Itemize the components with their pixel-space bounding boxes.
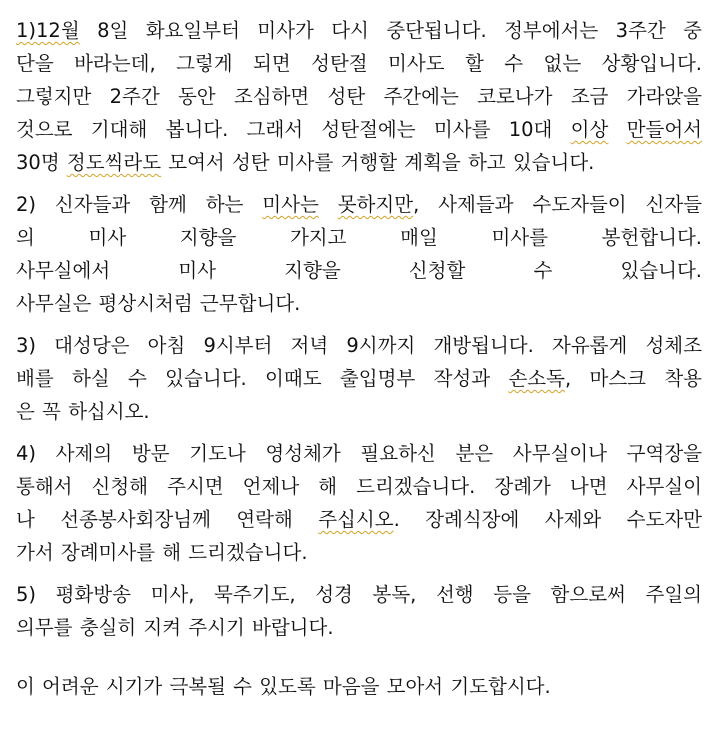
text-run: 3) 대성당은 아침 9시부터 저녁 9시까지 개방됩니다. 자유롭게 성체조: [16, 334, 702, 357]
text-run: , 사제들과 수도자들이 신자들: [413, 193, 703, 216]
text-run: 의 미사 지향을 가지고 매일 미사를 봉헌합니다.: [16, 226, 702, 249]
document-body: [16, 14, 702, 712]
text-run: . 장례식장에 사제와 수도자만: [393, 508, 702, 531]
text-line: [16, 503, 702, 536]
text-line: [16, 221, 702, 254]
text-run: 통해서 신청해 주시면 언제나 해 드리겠습니다. 장례가 나면 사무실이: [16, 475, 702, 498]
text-run: 배를 하실 수 있습니다. 이때도 출입명부 작성과: [16, 367, 509, 390]
text-line: [16, 14, 702, 47]
text-run: 5) 평화방송 미사, 묵주기도, 성경 봉독, 선행 등을 함으로써 주일의: [16, 583, 702, 606]
text-run: 모여서 성탄 미사를 거행할 계획을 하고 있습니다.: [161, 151, 595, 174]
text-line: [16, 188, 702, 221]
spellcheck-flagged-word: 손소독: [508, 367, 565, 390]
paragraph-1: [16, 14, 702, 179]
text-run: 4) 사제의 방문 기도나 영성체가 필요하신 분은 사무실이나 구역장을: [16, 442, 702, 465]
text-line: [16, 329, 702, 362]
paragraph-list: [16, 14, 702, 644]
text-line: [16, 611, 702, 644]
spellcheck-flagged-word: 못하지만: [337, 193, 414, 216]
text-line: [16, 362, 702, 395]
spellcheck-flagged-word: 정도씩라도: [66, 151, 162, 174]
text-line: [16, 470, 702, 503]
text-line: [16, 287, 702, 320]
paragraph-2: [16, 188, 702, 320]
spellcheck-flagged-word: 주십시오: [318, 508, 394, 531]
paragraph-4: [16, 437, 702, 569]
text-run: 것으로 기대해 봅니다. 그래서 성탄절에는 미사를 10대: [16, 118, 571, 141]
text-run: 나 선종봉사회장님께 연락해: [16, 508, 319, 531]
spellcheck-flagged-word: 1)12월: [16, 19, 80, 42]
text-line: [16, 437, 702, 470]
closing-line: 이 어려운 시기가 극복될 수 있도록 마음을 모아서 기도합시다.: [16, 675, 551, 698]
text-run: 2) 신자들과 함께 하는: [16, 193, 263, 216]
text-run: 사무실에서 미사 지향을 신청할 수 있습니다.: [16, 259, 702, 282]
text-line: [16, 80, 702, 113]
spellcheck-flagged-word: 이상: [570, 118, 609, 141]
text-run: 8일 화요일부터 미사가 다시 중단됩니다. 정부에서는 3주간 중: [79, 19, 702, 42]
text-run: [608, 118, 626, 141]
text-run: 단을 바라는데, 그렇게 되면 성탄절 미사도 할 수 없는 상황입니다.: [16, 52, 702, 75]
text-line: [16, 113, 702, 146]
text-run: 그렇지만 2주간 동안 조심하면 성탄 주간에는 코로나가 조금 가라앉을: [16, 85, 702, 108]
text-run: 30명: [16, 151, 67, 174]
text-run: [319, 193, 338, 216]
text-line: [16, 536, 702, 569]
spellcheck-flagged-word: 만들어서: [626, 118, 702, 141]
text-run: 가서 장례미사를 해 드리겠습니다.: [16, 541, 308, 564]
text-line: [16, 578, 702, 611]
paragraph-3: [16, 329, 702, 428]
text-run: 은 꼭 하십시오.: [16, 400, 150, 423]
text-run: 사무실은 평상시처럼 근무합니다.: [16, 292, 301, 315]
text-line: [16, 395, 702, 428]
paragraph-5: [16, 578, 702, 644]
closing-paragraph: [16, 670, 702, 703]
text-run: , 마스크 착용: [564, 367, 703, 390]
text-line: [16, 146, 702, 179]
text-line: [16, 47, 702, 80]
text-run: 의무를 충실히 지켜 주시기 바랍니다.: [16, 616, 334, 639]
text-line: [16, 254, 702, 287]
spellcheck-flagged-word: 미사는: [262, 193, 319, 216]
